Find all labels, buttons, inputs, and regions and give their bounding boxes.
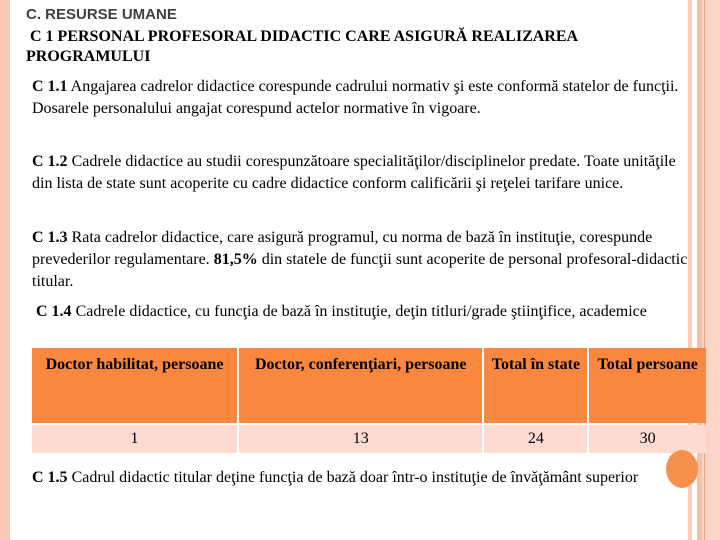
criterion-c1-2 bbox=[32, 151, 694, 195]
table-header-row bbox=[32, 348, 706, 423]
table-row bbox=[32, 425, 706, 453]
table-cell: 13 bbox=[239, 425, 482, 453]
table-header: Doctor, conferenţiari, persoane bbox=[239, 348, 482, 423]
criterion-code: C 1.2 bbox=[32, 153, 68, 170]
criterion-code: C 1.4 bbox=[36, 303, 72, 320]
slide-heading: C 1 PERSONAL PROFESORAL DIDACTIC CARE ASIGURĂ REALIZAREA PROGRAMULUI bbox=[26, 28, 578, 65]
criterion-c1-1 bbox=[32, 76, 694, 120]
criterion-code: C 1.5 bbox=[32, 469, 68, 486]
criterion-c1-5 bbox=[32, 467, 694, 489]
criterion-code: C 1.1 bbox=[32, 78, 68, 95]
table-cell: 1 bbox=[32, 425, 237, 453]
right-border-line bbox=[704, 0, 705, 540]
criterion-highlight: 81,5% bbox=[213, 251, 258, 268]
criterion-code: C 1.3 bbox=[32, 229, 68, 246]
criterion-text: din statele de funcţii sunt acoperite de personal profesoral-didactic titular. bbox=[32, 251, 688, 290]
left-border-decoration bbox=[0, 0, 10, 540]
staff-table bbox=[30, 346, 708, 455]
table-header: Total persoane bbox=[589, 348, 706, 423]
section-title: C. RESURSE UMANE bbox=[26, 6, 177, 23]
criterion-text: Angajarea cadrelor didactice corespunde cadrului normativ şi este conformă statelor de funcţii. Dosarele personalului angajat corespund actelor normative în vigoare. bbox=[32, 78, 679, 117]
criterion-text: Cadrul didactic titular deţine funcţia de bază doar într-o instituţie de învăţământ superior bbox=[67, 469, 639, 486]
criterion-text: Cadrele didactice au studii corespunzătoare specialităţilor/disciplinelor predate. Toate unităţile din lista de state sunt acoperite cu cadre didactice conform calificării şi reţelei tarifare unice. bbox=[32, 153, 676, 192]
table-cell: 24 bbox=[484, 425, 587, 453]
criterion-c1-3 bbox=[32, 227, 694, 293]
table-cell: 30 bbox=[589, 425, 706, 453]
table-header: Doctor habilitat, persoane bbox=[32, 348, 237, 423]
table-header: Total în state bbox=[484, 348, 587, 423]
criterion-c1-4 bbox=[32, 301, 694, 323]
criterion-text: Rata cadrelor didactice, care asigură programul, cu norma de bază în instituţie, corespunde prevederilor regulamentare. bbox=[32, 229, 653, 268]
criterion-text: Cadrele didactice, cu funcţia de bază în instituţie, deţin titluri/grade ştiinţifice, academice bbox=[71, 303, 647, 320]
